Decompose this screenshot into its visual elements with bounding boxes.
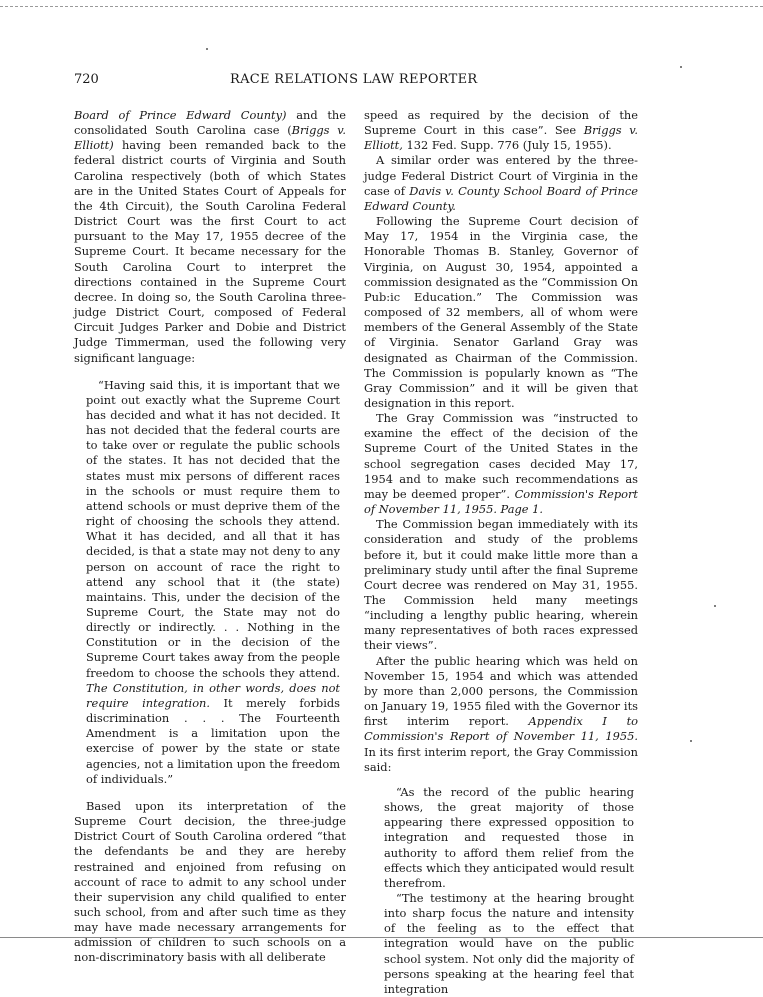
text-run: Based upon its interpretation of the Supreme Court decision, the three-judge District Court of South Carolina ordered “that the defendants be and they are hereby restrained and enjoined from refusing on account of race to admit to any school under their supervision any child qualified to enter such school, from and after such time as they may have made necessary arrangements for admission of children to such schools on a non-discriminatory basis with all deliberate [74,798,346,965]
text-run: “The testimony at the hearing brought into sharp focus the nature and intensity of the feeling as to the effect that integration would have on the public school system. Not only did the majority of persons speaking at the hearing feel that integration [384,890,634,996]
text-run: In its first interim report, the Gray Commission said: [364,744,638,774]
block-quote [364,785,638,891]
bottom-rule [0,937,763,938]
italic-text: Briggs v. Elliott, [364,123,638,153]
left-column [74,108,346,966]
text-run: After the public hearing which was held on November 15, 1954 and which was attended by more than 2,000 persons, the Commission on January 19, 1955 filed with the Governor its first interim report. [364,653,638,729]
text-run: having been remanded back to the federal district courts of Virginia and South Carolina respectively (both of which States are in the United States Court of Appeals for the 4th Circuit), the South Carolina Federal District Court was the first Court to act pursuant to the May 17, 1955 decree of the Supreme Court. It became necessary for the South Carolina Court to interpret the directions contained in the Supreme Court decree. In doing so, the South Carolina three-judge District Court, composed of Federal Circuit Judges Parker and Dobie and District Judge Timmerman, used the following very significant language: [74,138,346,365]
scan-speck [714,605,716,607]
text-run: and the consolidated South Carolina case ( [74,108,346,138]
scan-speck [690,740,692,742]
text-run: 132 Fed. Supp. 776 (July 15, 1955). [402,138,612,153]
top-rule [0,6,763,7]
paragraph [364,517,638,653]
text-run: It merely forbids discrimination . . . The Fourteenth Amendment is a limitation upon the exercise of power by the state or state agencies, not a limitation upon the freedom of individuals.” [86,695,340,786]
running-title: RACE RELATIONS LAW REPORTER [230,72,478,87]
paragraph [364,108,638,153]
block-quote [364,891,638,997]
text-run: “Having said this, it is important that we point out exactly what the Supreme Court has decided and what it has not decided. It has not decided that the federal courts are to take over or regulate the public schools of the states. It has not decided that the states must mix persons of different races in the schools or must require them to attend schools or must deprive them of the right of choosing the schools they attend. What it has decided, and all that it has decided, is that a state may not deny to any person on account of race the right to attend any school that it (the state) maintains. This, under the decision of the Supreme Court, the State may not do directly or indirectly. . . Nothing in the Constitution or in the decision of the Supreme Court takes away from the people freedom to choose the schools they attend. [86,377,340,680]
text-run: The Commission began immediately with its consideration and study of the problems before it, but it could make little more than a preliminary study until after the final Supreme Court decree was rendered on May 31, 1955. The Commission held many meetings “including a lengthy public hearing, wherein many representatives of both races expressed their views”. [364,517,638,653]
text-run: Following the Supreme Court decision of May 17, 1954 in the Virginia case, the Honorable Thomas B. Stanley, Governor of Virginia, on August 30, 1954, appointed a commission designated as the “Commission On Pub:ic Education.” The Commission was composed of 32 members, all of whom were members of the General Assembly of the State of Virginia. Senator Garland Gray was designated as Chairman of the Commission. The Commission is popularly known as “The Gray Commission” and it will be given that designation in this report. [364,214,638,410]
right-column [364,108,638,997]
paragraph [74,108,346,366]
paragraph [74,799,346,966]
paragraph [364,654,638,775]
text-run: A similar order was entered by the three-judge Federal District Court of Virginia in the case of [364,153,638,198]
text-run: speed as required by the decision of the Supreme Court in this case”. See [364,108,638,138]
paragraph [364,153,638,214]
text-run: The Gray Commission was “instructed to examine the effect of the decision of the Supreme Court of the United States in the school segregation cases decided May 17, 1954 and to make such recommendations as may be deemed proper”. [364,411,638,501]
italic-text: Board of Prince Edward County) [74,108,287,122]
italic-text: Commission's Report of November 11, 1955. Page 1. [364,486,638,517]
paragraph [364,214,638,411]
italic-text: Briggs v. Elliott) [74,123,346,153]
text-run: “As the record of the public hearing shows, the great majority of those appearing there expressed opposition to integration and requested those in authority to afford them relief from the effects which they anticipated would result therefrom. [384,784,634,890]
italic-text: Davis v. County School Board of Prince Edward County. [364,183,639,213]
italic-text: Appendix I to Commission's Report of November 11, 1955. [364,714,638,744]
page-number: 720 [74,72,99,87]
paragraph [364,411,638,517]
scan-speck [206,48,208,50]
italic-text: The Constitution, in other words, does not require integration. [86,680,340,710]
block-quote [74,378,346,787]
scan-speck [680,66,682,68]
